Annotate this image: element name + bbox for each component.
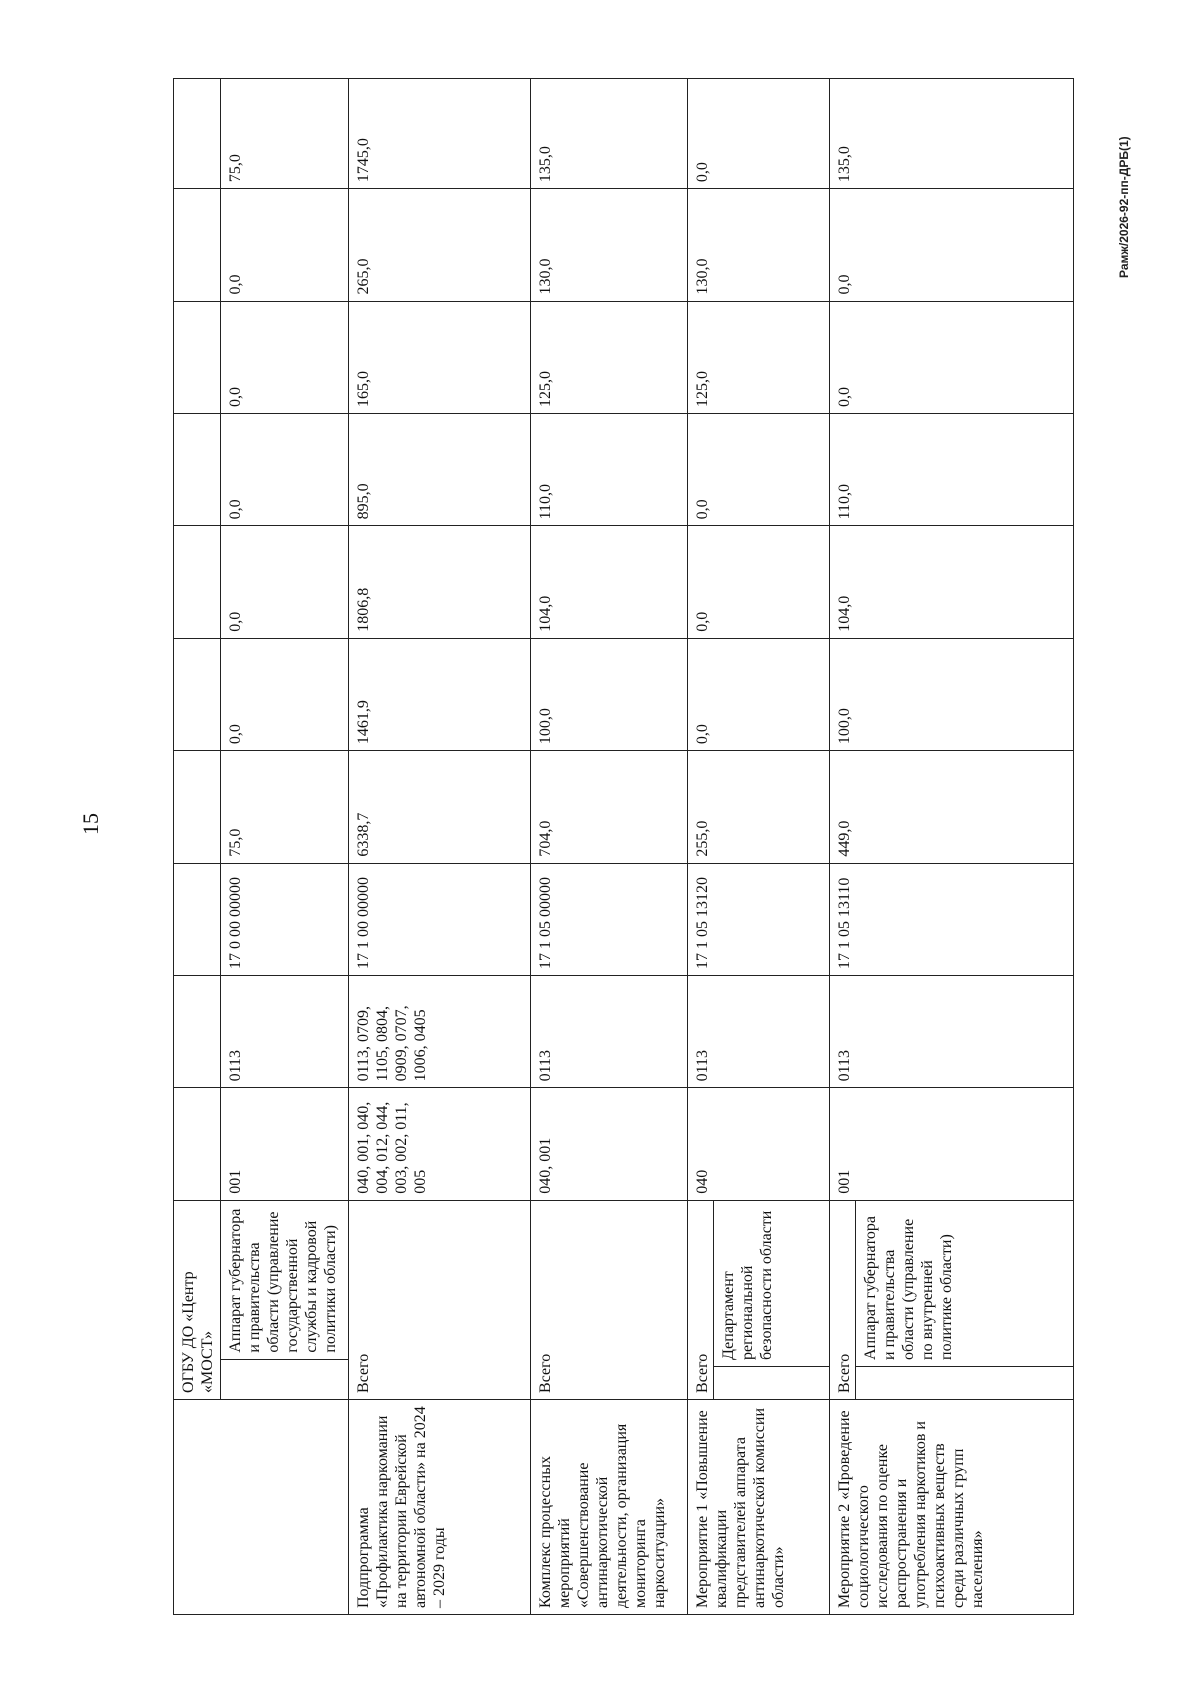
rzpr-cell: 0113 [830,975,1074,1087]
value-cell: 1745,0 [349,79,531,189]
value-cell: 704,0 [531,751,688,863]
value-cell: 449,0 [830,751,1074,863]
value-cell: 104,0 [531,526,688,638]
value-cell [174,189,221,301]
value-cell: 130,0 [688,189,830,301]
value-cell: 0,0 [221,413,349,525]
value-cell: 0,0 [688,638,830,750]
value-cell: 895,0 [349,413,531,525]
csr-cell [174,863,221,975]
executor-cell: Аппарат губернатора и правительства области (управление государственной службы и кадровой политики области) [221,1200,349,1359]
name-cell: Комплекс процессных мероприятий «Совершенствование антинаркотической деятельности, организация мониторинга наркоситуации» [531,1399,688,1614]
name-cell: Мероприятие 1 «Повышение квалификации представителей аппарата антинаркотической комиссии области» [688,1399,830,1614]
value-cell [174,751,221,863]
executor-department: Аппарат губернатора и правительства области (управление по внутренней политике области) [862,1215,955,1360]
value-cell: 0,0 [688,79,830,189]
value-cell [174,79,221,189]
rotated-table-container [173,78,1066,1615]
table-row [688,79,830,1615]
grbs-cell: 040, 001 [531,1088,688,1200]
value-cell: 0,0 [221,526,349,638]
value-cell: 255,0 [688,751,830,863]
executor-cell: ОГБУ ДО «Центр «МОСТ» [174,1200,221,1399]
name-cell: Мероприятие 2 «Проведение социологического исследования по оценке распространения и употребления наркотиков и психоактивных веществ среди различных групп населения» [830,1399,1074,1614]
value-cell: 0,0 [221,301,349,413]
value-cell: 0,0 [221,638,349,750]
value-cell: 130,0 [531,189,688,301]
grbs-cell: 040, 001, 040, 004, 012, 044, 003, 002, 011, 005 [349,1088,531,1200]
table-row [174,79,221,1615]
csr-cell: 17 0 00 00000 [221,863,349,975]
value-cell: 135,0 [830,79,1074,189]
value-cell: 110,0 [531,413,688,525]
value-cell: 135,0 [531,79,688,189]
value-cell [174,526,221,638]
value-cell: 0,0 [830,301,1074,413]
value-cell: 100,0 [531,638,688,750]
executor-total: Всего [688,1201,714,1399]
indent-cell [221,1359,349,1399]
table-row [349,79,531,1615]
value-cell: 110,0 [830,413,1074,525]
csr-cell: 17 1 00 00000 [349,863,531,975]
page-number: 15 [78,813,103,835]
table-row [830,79,1074,1615]
table-row [531,79,688,1615]
value-cell: 0,0 [221,189,349,301]
value-cell [174,301,221,413]
value-cell: 104,0 [830,526,1074,638]
name-cell-empty [174,1399,349,1614]
value-cell: 125,0 [531,301,688,413]
grbs-cell: 001 [221,1088,349,1200]
table-row [221,79,349,1615]
name-cell: Подпрограмма «Профилактика наркомании на территории Еврейской автономной области» на 2024 – 2029 годы [349,1399,531,1614]
budget-table [173,78,1074,1615]
value-cell [174,638,221,750]
value-cell: 6338,7 [349,751,531,863]
value-cell: 165,0 [349,301,531,413]
executor-split-cell [830,1200,1074,1399]
value-cell: 0,0 [688,413,830,525]
grbs-cell [174,1088,221,1200]
grbs-cell: 040 [688,1088,830,1200]
rzpr-cell: 0113 [221,975,349,1087]
executor-total: Всего [830,1201,856,1399]
value-cell: 75,0 [221,751,349,863]
value-cell: 1461,9 [349,638,531,750]
executor-department: Департамент региональной безопасности области [720,1210,775,1360]
rzpr-cell: 0113, 0709, 1105, 0804, 0909, 0707, 1006, 0405 [349,975,531,1087]
rzpr-cell [174,975,221,1087]
value-cell: 0,0 [688,526,830,638]
csr-cell: 17 1 05 13110 [830,863,1074,975]
value-cell: 100,0 [830,638,1074,750]
grbs-cell: 001 [830,1088,1074,1200]
value-cell: 0,0 [830,189,1074,301]
indent-cell [714,1366,829,1399]
executor-cell: Всего [531,1200,688,1399]
document-code: Рамж/2026-92-пп-ДРБ(1) [1117,136,1131,278]
rzpr-cell: 0113 [688,975,830,1087]
csr-cell: 17 1 05 00000 [531,863,688,975]
value-cell: 125,0 [688,301,830,413]
value-cell: 75,0 [221,79,349,189]
executor-cell: Всего [349,1200,531,1399]
csr-cell: 17 1 05 13120 [688,863,830,975]
rzpr-cell: 0113 [531,975,688,1087]
value-cell [174,413,221,525]
value-cell: 1806,8 [349,526,531,638]
executor-split-cell [688,1200,830,1399]
indent-cell [856,1366,1073,1399]
value-cell: 265,0 [349,189,531,301]
